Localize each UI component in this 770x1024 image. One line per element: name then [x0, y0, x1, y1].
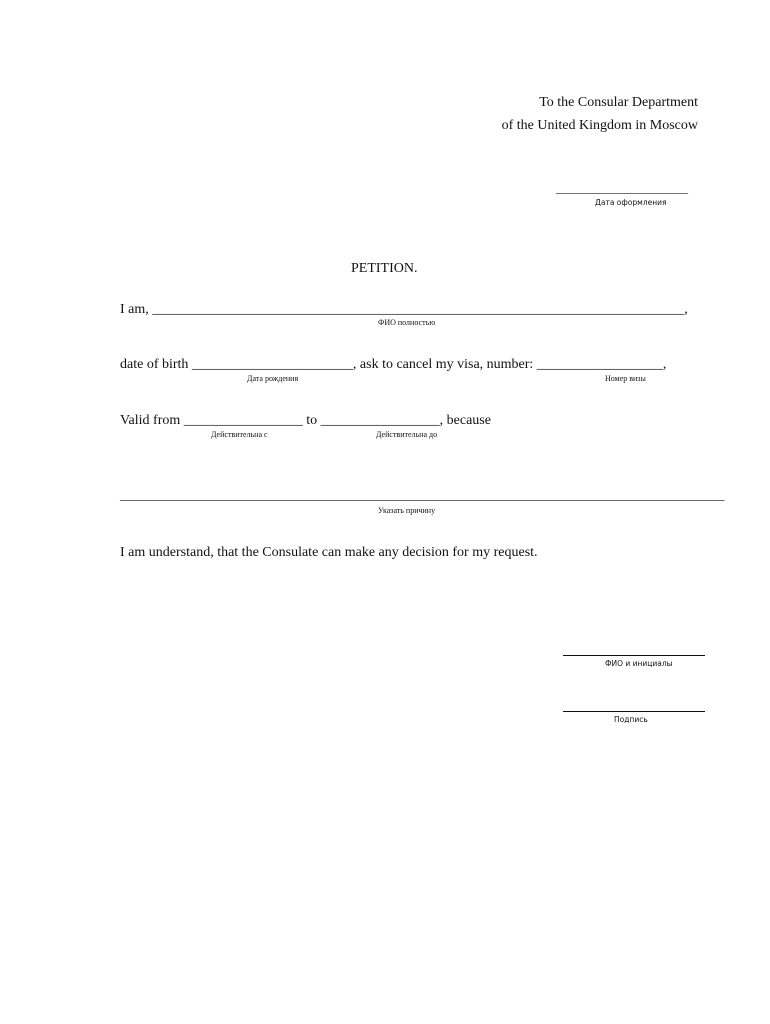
- addressee-line-1: To the Consular Department: [539, 95, 698, 110]
- name-row: I am, ____________________________________________________________________________,: [120, 302, 688, 317]
- birth-caption: Дата рождения: [247, 374, 299, 383]
- date-caption: Дата оформления: [595, 198, 667, 207]
- signature-caption: Подпись: [614, 715, 648, 724]
- name-caption: ФИО полностью: [378, 318, 436, 327]
- valid-to-caption: Действительна до: [376, 430, 438, 439]
- signature-line: [563, 711, 705, 712]
- date-line: ______________________: [556, 181, 688, 195]
- name-initials-caption: ФИО и инициалы: [605, 659, 673, 668]
- statement-text: I am understand, that the Consulate can make any decision for my request.: [120, 545, 538, 560]
- addressee-line-2: of the United Kingdom in Moscow: [501, 118, 698, 133]
- reason-line: _____________________________________________________________________________________________: [120, 487, 725, 502]
- document-title: PETITION.: [351, 261, 418, 276]
- birth-visa-row: date of birth _______________________, ask to cancel my visa, number: __________________,: [120, 357, 667, 372]
- name-initials-line: [563, 655, 705, 656]
- reason-caption: Указать причину: [378, 506, 436, 515]
- valid-from-caption: Действительна с: [211, 430, 268, 439]
- valid-row: Valid from _________________ to _________________, because: [120, 413, 491, 428]
- visa-caption: Номер визы: [605, 374, 646, 383]
